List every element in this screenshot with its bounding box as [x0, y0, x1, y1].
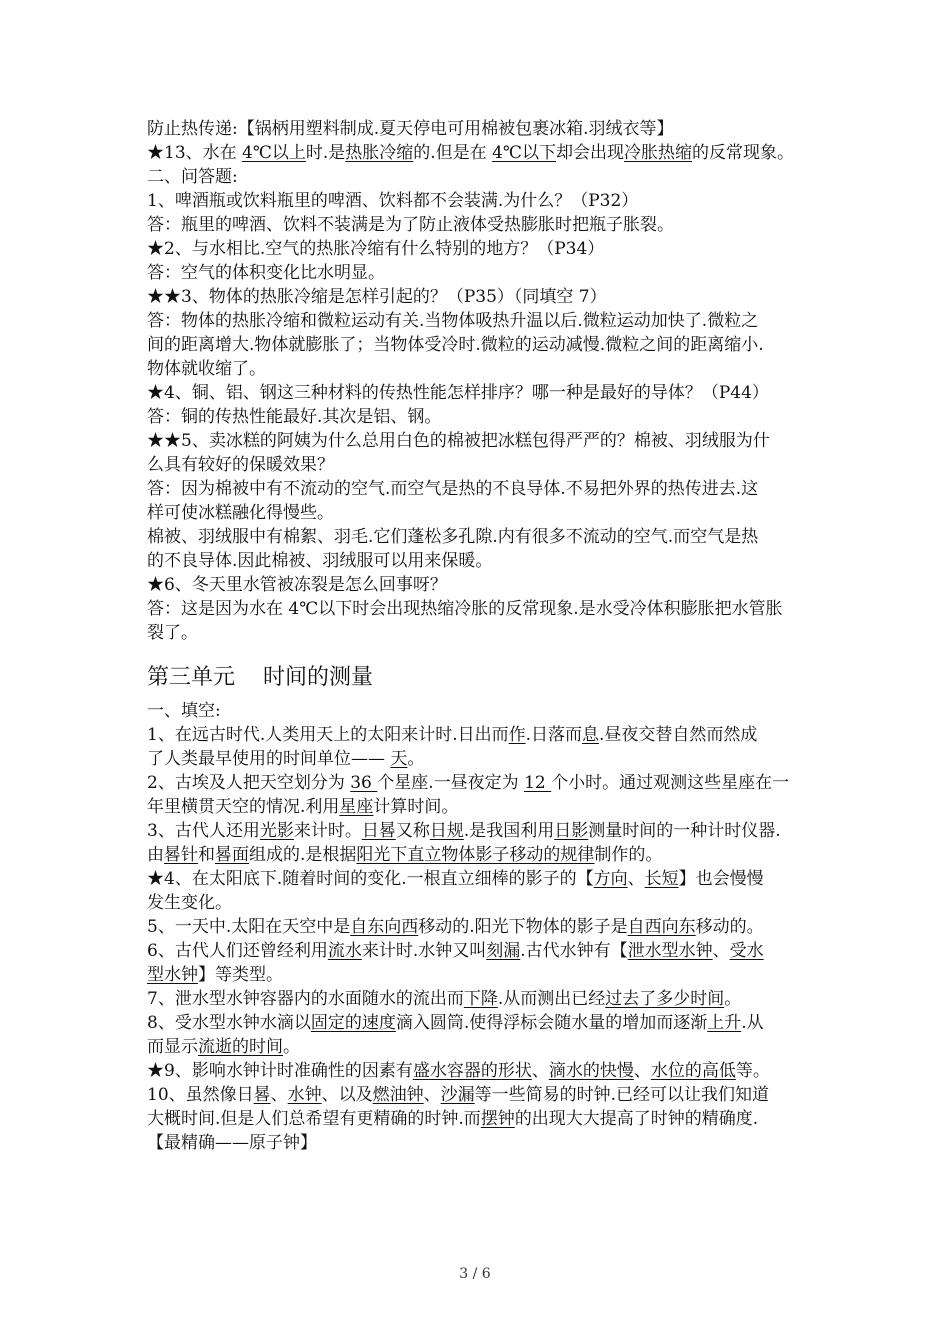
answer-blank: 热胀冷缩 — [345, 143, 414, 163]
answer-blank: 36 — [350, 773, 378, 793]
answer-blank: 流逝的时间 — [198, 1037, 283, 1057]
text-segment: ★9、影响水钟计时准确性的因素有 — [147, 1061, 413, 1081]
text-line — [147, 213, 892, 237]
text-line — [147, 621, 892, 645]
text-segment: 。 — [283, 1037, 300, 1057]
text-line — [147, 987, 892, 1011]
text-segment: 】也会慢慢 — [678, 869, 764, 889]
answer-blank: 4℃以下 — [492, 143, 556, 163]
text-line — [147, 261, 892, 285]
text-segment: 年里横贯天空的情况.利用 — [147, 797, 340, 817]
answer-blank: 天 — [390, 749, 408, 769]
text-line — [147, 405, 892, 429]
text-segment: 、 — [633, 1061, 651, 1081]
text-segment: 棉被、羽绒服中有棉絮、羽毛.它们蓬松多孔隙.内有很多不流动的空气.而空气是热 — [147, 527, 759, 547]
text-segment: 组成的.是根据 — [249, 845, 357, 865]
text-line — [147, 939, 892, 963]
answer-blank: 固定的速度 — [310, 1013, 396, 1033]
text-segment: 。 — [724, 989, 742, 1009]
answer-blank: 日晷 — [361, 821, 396, 841]
text-line — [147, 501, 892, 525]
answer-blank: 作 — [508, 725, 526, 745]
answer-blank: 下降 — [463, 989, 498, 1009]
text-line — [147, 1083, 892, 1107]
text-segment: 移动的。 — [695, 917, 764, 937]
text-line — [147, 795, 892, 819]
text-line — [147, 141, 892, 165]
answer-blank: 流水 — [327, 941, 362, 961]
text-segment: 答：瓶里的啤酒、饮料不装满是为了防止液体受热膨胀时把瓶子胀裂。 — [147, 215, 674, 235]
text-line — [147, 309, 892, 333]
text-segment: 的不良导体.因此棉被、羽绒服可以用来保暖。 — [147, 551, 493, 571]
answer-blank: 泄水型水钟 — [627, 941, 713, 961]
unit3-fill-in-section — [147, 699, 892, 1155]
text-segment: 个小时。通过观测这些星座在一 — [551, 773, 790, 793]
text-segment: 3、古代人还用 — [147, 821, 260, 841]
text-segment: 等。 — [735, 1061, 770, 1081]
answer-blank: 水钟 — [287, 1085, 322, 1105]
text-segment: 移动的.阳光下物体的影子是 — [418, 917, 628, 937]
text-segment: ★★5、卖冰糕的阿姨为什么总用白色的棉被把冰糕包得严严的？棉被、羽绒服为什 — [147, 431, 770, 451]
text-segment: ★★3、物体的热胀冷缩是怎样引起的？（P35）（同填空 7） — [147, 287, 607, 307]
text-segment: 】等类型。 — [198, 965, 283, 985]
text-segment: 5、一天中.太阳在天空中是 — [147, 917, 351, 937]
answer-blank: 自西向东 — [627, 917, 696, 937]
answer-blank: 上升 — [707, 1013, 742, 1033]
text-line — [147, 1107, 892, 1131]
text-segment: 7、泄水型水钟容器内的水面随水的流出而 — [147, 989, 464, 1009]
text-line — [147, 1131, 892, 1155]
answer-blank: 冷胀热缩 — [623, 143, 692, 163]
answer-blank: 阳光下直立物体影子移动的规律 — [356, 845, 595, 865]
text-segment: 由 — [147, 845, 164, 865]
text-line — [147, 963, 892, 987]
text-segment: 、 — [270, 1085, 288, 1105]
text-line — [147, 381, 892, 405]
text-segment: 6、古代人们还曾经利用 — [147, 941, 328, 961]
text-segment: 答：因为棉被中有不流动的空气.而空气是热的不良导体.不易把外界的热传进去.这 — [147, 479, 759, 499]
text-segment: 滴入圆筒.使得浮标会随水量的增加而逐渐 — [395, 1013, 708, 1033]
text-line — [147, 1011, 892, 1035]
answer-blank: 过去了多少时间 — [605, 989, 725, 1009]
text-line — [147, 237, 892, 261]
text-line — [147, 357, 892, 381]
text-segment: 8、受水型水钟水滴以 — [147, 1013, 311, 1033]
answer-blank: 光影 — [259, 821, 294, 841]
answer-blank: 盛水容器的形状 — [412, 1061, 532, 1081]
text-segment: 、 — [423, 1085, 441, 1105]
text-line — [147, 891, 892, 915]
answer-blank: 星座 — [339, 797, 374, 817]
text-segment: 样可使冰糕融化得慢些。 — [147, 503, 334, 523]
text-segment: 答：这是因为水在 4℃以下时会出现热缩冷胀的反常现象.是水受冷体积膨胀把水管胀 — [147, 599, 783, 619]
text-segment: 答：物体的热胀冷缩和微粒运动有关.当物体吸热升温以后.微粒运动加快了.微粒之 — [147, 311, 759, 331]
text-segment: .日落而 — [525, 725, 583, 745]
answer-blank: 日影 — [554, 821, 589, 841]
text-line — [147, 843, 892, 867]
answer-blank: 息 — [582, 725, 600, 745]
text-segment: 计算时间。 — [373, 797, 459, 817]
text-line — [147, 747, 892, 771]
answer-blank: 方向 — [593, 869, 628, 889]
text-segment: 间的距离增大.物体就膨胀了；当物体受冷时.微粒的运动减慢.微粒之间的距离缩小. — [147, 335, 764, 355]
text-line — [147, 771, 892, 795]
text-segment: ★4、在太阳底下.随着时间的变化.一根直立细棒的影子的【 — [147, 869, 594, 889]
answer-blank: 型水钟 — [147, 965, 198, 985]
text-line — [147, 573, 892, 597]
text-segment: 的反常现象。 — [691, 143, 794, 163]
text-line — [147, 285, 892, 309]
text-line — [147, 867, 892, 891]
text-line — [147, 333, 892, 357]
text-line — [147, 525, 892, 549]
text-segment: 答：铜的传热性能最好.其次是铝、钢。 — [147, 407, 442, 427]
text-segment: 、 — [712, 941, 730, 961]
text-line — [147, 117, 892, 141]
text-segment: 、 — [627, 869, 645, 889]
page-number: 3 / 6 — [459, 1266, 491, 1282]
text-line — [147, 819, 892, 843]
document-page — [147, 117, 892, 1155]
text-segment: 1、啤酒瓶或饮料瓶里的啤酒、饮料都不会装满.为什么？（P32） — [147, 191, 639, 211]
text-segment: 了人类最早使用的时间单位—— — [147, 749, 391, 769]
text-segment: 发生变化。 — [147, 893, 232, 913]
text-segment: .是我国利用 — [463, 821, 555, 841]
answer-blank: 自东向西 — [350, 917, 419, 937]
answer-blank: 滴水的快慢 — [548, 1061, 634, 1081]
text-segment: 么具有较好的保暖效果？ — [147, 455, 334, 475]
text-segment: 而显示 — [147, 1037, 198, 1057]
text-segment: 时.是 — [305, 143, 346, 163]
text-line — [147, 165, 892, 189]
text-line — [147, 1035, 892, 1059]
answer-blank: 晷 — [253, 1085, 271, 1105]
text-line — [147, 453, 892, 477]
answer-blank: 晷针 — [164, 845, 198, 865]
text-segment: 二、问答题: — [147, 167, 238, 187]
text-segment: 裂了。 — [147, 623, 198, 643]
text-segment: .昼夜交替自然而然成 — [599, 725, 758, 745]
text-segment: ★6、冬天里水管被冻裂是怎么回事呀？ — [147, 575, 447, 595]
text-segment: 个星座.一昼夜定为 — [377, 773, 525, 793]
answer-blank: 刻漏 — [486, 941, 521, 961]
text-segment: 等一些简易的时钟.已经可以让我们知道 — [474, 1085, 770, 1105]
text-segment: 和 — [198, 845, 215, 865]
text-segment: 10、虽然像日 — [147, 1085, 254, 1105]
answer-blank: 沙漏 — [440, 1085, 475, 1105]
text-segment: 1、在远古时代.人类用天上的太阳来计时.日出而 — [147, 725, 509, 745]
unit3-heading: 第三单元 时间的测量 — [147, 665, 373, 690]
text-segment: 、以及 — [321, 1085, 373, 1105]
text-segment: 来计时。 — [293, 821, 362, 841]
text-segment: 答：空气的体积变化比水明显。 — [147, 263, 385, 283]
text-line — [147, 597, 892, 621]
text-segment: 2、古埃及人把天空划分为 — [147, 773, 351, 793]
text-segment: ★4、铜、铝、钢这三种材料的传热性能怎样排序？哪一种是最好的导体？（P44） — [147, 383, 769, 403]
answer-blank: 燃油钟 — [372, 1085, 424, 1105]
text-segment: ★13、水在 — [147, 143, 243, 163]
text-segment: 物体就收缩了。 — [147, 359, 266, 379]
text-line — [147, 723, 892, 747]
text-segment: 大概时间.但是人们总希望有更精确的时钟.而 — [147, 1109, 481, 1129]
text-segment: 。 — [407, 749, 425, 769]
text-line — [147, 189, 892, 213]
answer-blank: 受水 — [729, 941, 764, 961]
text-segment: 又称 — [395, 821, 430, 841]
answer-blank: 日规 — [429, 821, 464, 841]
answer-blank: 水位的高低 — [650, 1061, 736, 1081]
text-segment: .从而测出已经 — [497, 989, 606, 1009]
text-segment: 一、填空: — [147, 701, 221, 721]
answer-blank: 4℃以上 — [242, 143, 306, 163]
text-line — [147, 429, 892, 453]
text-line — [147, 699, 892, 723]
text-segment: 【最精确——原子钟】 — [147, 1133, 317, 1153]
text-line — [147, 477, 892, 501]
answer-blank: 摆钟 — [480, 1109, 515, 1129]
text-line — [147, 549, 892, 573]
answer-blank: 12 — [524, 773, 552, 793]
text-line — [147, 1059, 892, 1083]
text-segment: 的.但是在 — [413, 143, 493, 163]
answer-blank: 晷面 — [215, 845, 249, 865]
text-segment: 的出现大大提高了时钟的精确度. — [514, 1109, 759, 1129]
text-segment: 来计时.水钟又叫 — [361, 941, 487, 961]
text-line — [147, 915, 892, 939]
text-segment: .古代水钟有【 — [520, 941, 628, 961]
unit2-qa-section — [147, 117, 892, 645]
text-segment: 测量时间的一种计时仪器. — [588, 821, 781, 841]
text-segment: 制作的。 — [594, 845, 663, 865]
text-segment: 、 — [531, 1061, 549, 1081]
answer-blank: 长短 — [644, 869, 679, 889]
text-segment: 却会出现 — [555, 143, 624, 163]
text-segment: ★2、与水相比.空气的热胀冷缩有什么特别的地方？（P34） — [147, 239, 605, 259]
text-segment: .从 — [741, 1013, 764, 1033]
text-segment: 防止热传递:【锅柄用塑料制成.夏天停电可用棉被包裹冰箱.羽绒衣等】 — [147, 119, 674, 139]
